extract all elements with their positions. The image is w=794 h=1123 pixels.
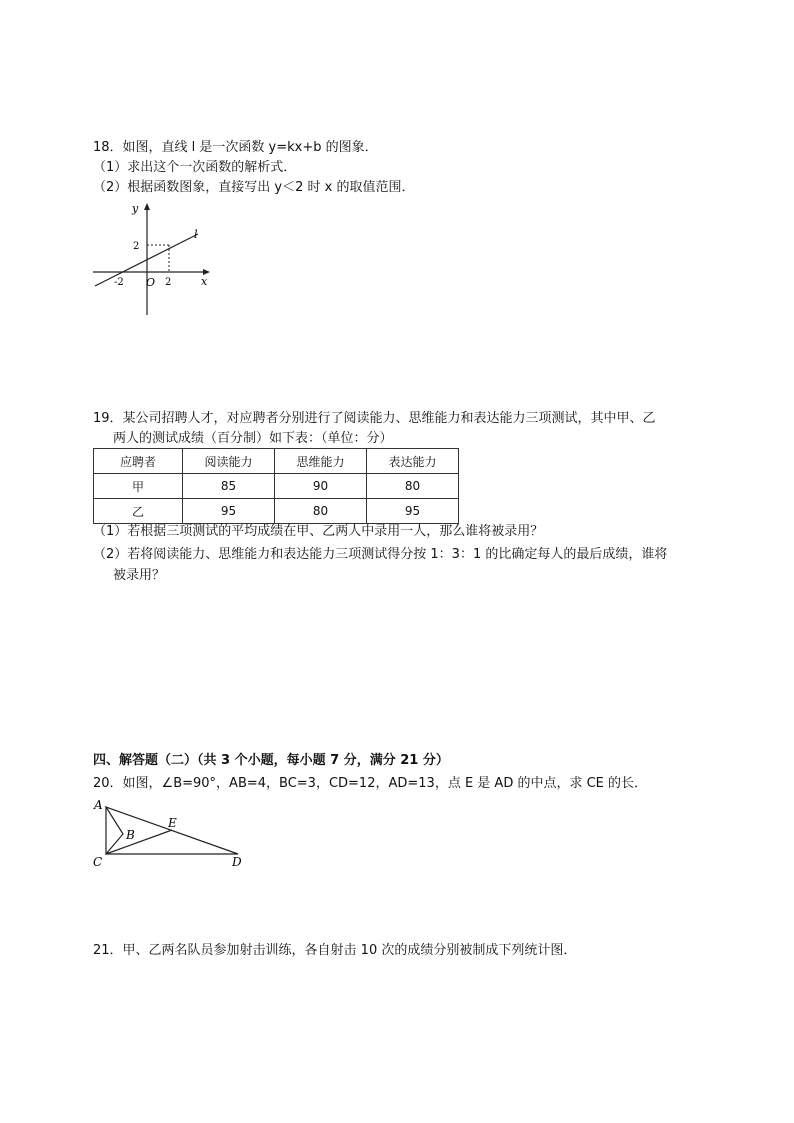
q21-text: 21．甲、乙两名队员参加射击训练，各自射击 10 次的成绩分别被制成下列统计图． bbox=[93, 943, 577, 958]
y-axis-label: y bbox=[132, 202, 139, 215]
q19-line2: 两人的测试成绩（百分制）如下表：（单位：分） bbox=[113, 431, 393, 446]
x-axis-label: x bbox=[201, 275, 208, 288]
q18-title: 18．如图，直线 l 是一次函数 y=kx+b 的图象． bbox=[93, 140, 378, 155]
table-cell: 乙 bbox=[94, 499, 183, 524]
section4-heading: 四、解答题（二）（共 3 个小题，每小题 7 分，满分 21 分） bbox=[93, 753, 449, 768]
table-header-cell: 思维能力 bbox=[275, 449, 367, 474]
y-axis-arrow bbox=[144, 203, 150, 210]
table-cell: 85 bbox=[183, 474, 275, 499]
table-row bbox=[94, 499, 459, 524]
table-cell: 95 bbox=[183, 499, 275, 524]
origin-label: O bbox=[146, 276, 156, 289]
q18-part1: （1）求出这个一次函数的解析式． bbox=[93, 160, 297, 175]
q20-geometry-figure bbox=[88, 796, 248, 872]
table-cell: 甲 bbox=[94, 474, 183, 499]
line-label-l: l bbox=[194, 228, 198, 241]
table-cell: 95 bbox=[367, 499, 459, 524]
table-header-cell: 应聘者 bbox=[94, 449, 183, 474]
y-tick-2: 2 bbox=[133, 241, 140, 252]
table-header-cell: 表达能力 bbox=[367, 449, 459, 474]
q20-text: 20．如图，∠B=90°，AB=4，BC=3，CD=12，AD=13，点 E 是 AD 的中点，求 CE 的长． bbox=[93, 776, 648, 791]
table-cell: 80 bbox=[275, 499, 367, 524]
point-label-E: E bbox=[168, 816, 177, 830]
table-row bbox=[94, 474, 459, 499]
table-cell: 90 bbox=[275, 474, 367, 499]
q19-part1: （1）若根据三项测试的平均成绩在甲、乙两人中录用一人，那么谁将被录用？ bbox=[93, 524, 544, 539]
q18-part2: （2）根据函数图象，直接写出 y＜2 时 x 的取值范围． bbox=[93, 180, 415, 195]
x-tick-2: 2 bbox=[165, 277, 172, 288]
q19-line1: 19．某公司招聘人才，对应聘者分别进行了阅读能力、思维能力和表达能力三项测试，其中甲、乙 bbox=[93, 411, 656, 426]
table-header-cell: 阅读能力 bbox=[183, 449, 275, 474]
q18-graph-figure bbox=[90, 198, 220, 318]
point-label-D: D bbox=[232, 855, 242, 869]
point-label-C: C bbox=[93, 855, 103, 869]
q19-part2-line2: 被录用？ bbox=[113, 568, 166, 583]
table-cell: 80 bbox=[367, 474, 459, 499]
q19-part2-line1: （2）若将阅读能力、思维能力和表达能力三项测试得分按 1：3：1 的比确定每人的最后成绩，谁将 bbox=[93, 547, 668, 562]
table-header-row bbox=[94, 449, 459, 474]
q19-score-table bbox=[93, 448, 459, 524]
point-label-B: B bbox=[126, 828, 135, 842]
x-tick-neg2: -2 bbox=[114, 277, 124, 288]
point-label-A: A bbox=[94, 798, 103, 812]
